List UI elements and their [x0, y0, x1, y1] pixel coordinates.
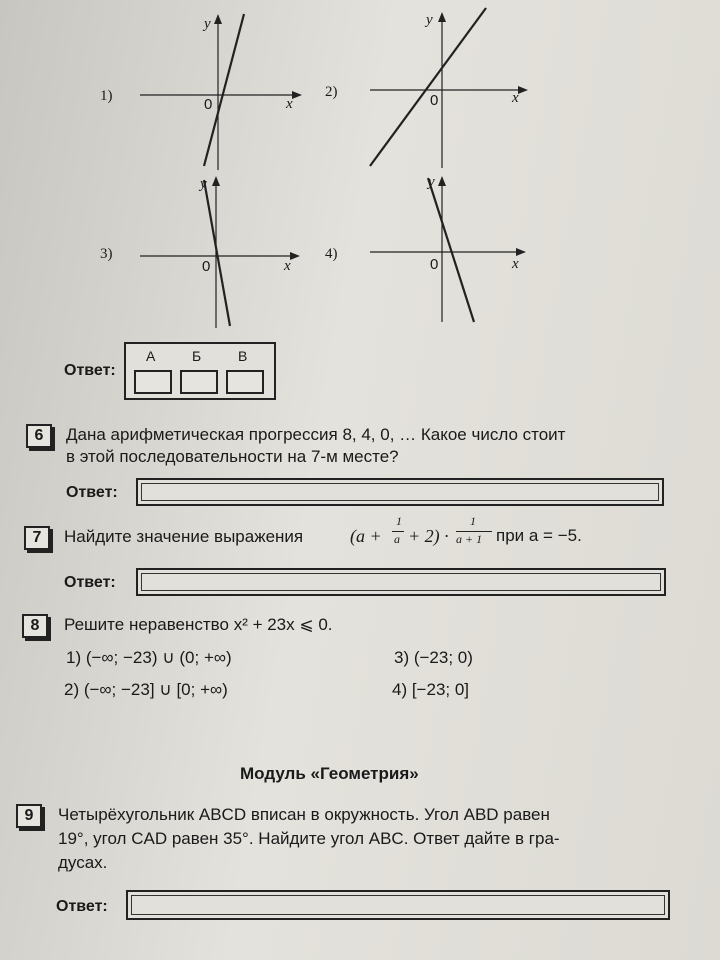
- q8-option-4[interactable]: 4) [−23; 0]: [392, 680, 470, 699]
- q6-answer-field[interactable]: [136, 478, 664, 506]
- q7-expr-close: + 2) ·: [408, 526, 449, 546]
- q6-number: 6: [26, 424, 52, 448]
- abv-answer-table: [124, 342, 276, 400]
- q7-frac1-num: 1: [396, 514, 402, 528]
- q8-number: 8: [22, 614, 48, 638]
- q8-option-1[interactable]: 1) (−∞; −23) ∪ (0; +∞): [66, 648, 232, 667]
- graph-3-x-label: x: [284, 258, 291, 274]
- q6-answer-label: Ответ:: [66, 484, 118, 501]
- graph-3-line: [204, 180, 230, 326]
- graph-4: [370, 172, 540, 337]
- abv-cell-a[interactable]: [134, 370, 172, 394]
- graph-4-x-label: x: [512, 256, 519, 272]
- abv-cell-b[interactable]: [180, 370, 218, 394]
- graph-4-y-label: y: [428, 174, 435, 190]
- q7-expr-open: (a +: [350, 526, 382, 546]
- graph-4-origin: 0: [430, 256, 439, 273]
- graph-4-line: [428, 178, 474, 322]
- q8-option-2[interactable]: 2) (−∞; −23] ∪ [0; +∞): [64, 680, 228, 699]
- graph-2-x-label: x: [512, 90, 519, 106]
- q9-line3: дусах.: [58, 853, 108, 872]
- q7-number: 7: [24, 526, 50, 550]
- q9-answer-label: Ответ:: [56, 898, 108, 915]
- q8-text: Решите неравенство x² + 23x ⩽ 0.: [64, 615, 333, 634]
- q7-tail: при a = −5.: [496, 526, 582, 545]
- q7-answer-label: Ответ:: [64, 574, 116, 591]
- graph-1-origin: 0: [204, 96, 213, 113]
- graph-1-line: [204, 14, 244, 166]
- graph-1-label: 1): [100, 88, 113, 104]
- graph-2-origin: 0: [430, 92, 439, 109]
- graph-2-label: 2): [325, 84, 338, 100]
- q9-line2: 19°, угол CAD равен 35°. Найдите угол ABC. Ответ дайте в гра-: [58, 829, 560, 848]
- abv-header-a: А: [146, 348, 156, 364]
- graph-3: [140, 172, 310, 337]
- q7-answer-field[interactable]: [136, 568, 666, 596]
- graph-2-y-label: y: [426, 12, 433, 28]
- abv-cell-v[interactable]: [226, 370, 264, 394]
- q6-line1: Дана арифметическая прогрессия 8, 4, 0, … Какое число стоит: [66, 425, 566, 444]
- graph-1-y-label: y: [204, 16, 211, 32]
- graph-3-label: 3): [100, 246, 113, 262]
- q7-text: Найдите значение выражения: [64, 527, 304, 546]
- graph-1-x-label: x: [286, 96, 293, 112]
- q7-frac1-den: a: [394, 532, 400, 546]
- q6-line2: в этой последовательности на 7-м месте?: [66, 447, 399, 466]
- module-title: Модуль «Геометрия»: [240, 764, 419, 783]
- abv-header-b: Б: [192, 348, 202, 364]
- q8-option-3[interactable]: 3) (−23; 0): [394, 648, 473, 667]
- abv-answer-label: Ответ:: [64, 362, 116, 379]
- abv-header-v: В: [238, 348, 248, 364]
- graph-3-origin: 0: [202, 258, 211, 275]
- q9-line1: Четырёхугольник ABCD вписан в окружность. Угол ABD равен: [58, 805, 550, 824]
- graph-1: [140, 10, 310, 175]
- graph-2: [370, 8, 540, 173]
- graph-3-y-label: y: [200, 176, 207, 192]
- q7-frac2-num: 1: [470, 514, 476, 528]
- q9-number: 9: [16, 804, 42, 828]
- q7-frac2-den: a + 1: [456, 532, 483, 546]
- graph-4-label: 4): [325, 246, 338, 262]
- graph-2-line: [370, 8, 486, 166]
- q9-answer-field[interactable]: [126, 890, 670, 920]
